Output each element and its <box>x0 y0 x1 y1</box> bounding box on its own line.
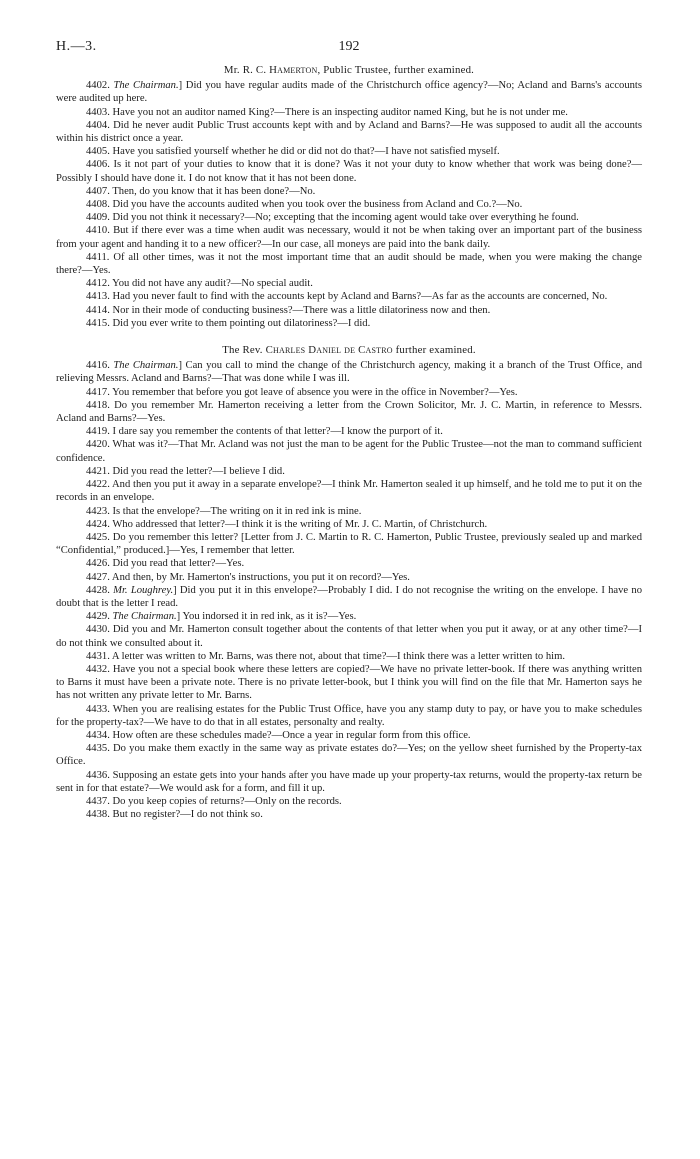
question-text: Supposing an estate gets into your hands after you have made up your property-tax returns, would the property-tax return be sent in for that estate?—We would ask for a form, and fill it up. <box>56 769 642 794</box>
question-number: 4413. <box>86 291 110 303</box>
question-text: Did you and Mr. Hamerton consult together about the contents of that letter when you put it away, or at any other time?—I do not think we consulted about it. <box>56 624 642 649</box>
question-number: 4402. <box>86 80 110 92</box>
question-text: Is that the envelope?—The writing on it in red ink is mine. <box>112 505 362 517</box>
speaker-name: The Chairman. <box>113 80 179 92</box>
question-paragraph <box>56 198 642 211</box>
page-number: 192 <box>338 39 360 54</box>
question-number: 4407. <box>86 185 110 197</box>
question-number: 4420. <box>86 439 110 451</box>
witness-title: The Rev. <box>222 344 266 357</box>
witness-description: , Public Trustee, further examined. <box>317 64 475 76</box>
question-number: 4429. <box>86 611 110 623</box>
question-paragraph <box>56 663 642 703</box>
question-number: 4411. <box>86 251 110 263</box>
question-number: 4427. <box>86 571 110 583</box>
question-number: 4436. <box>86 769 110 781</box>
question-text: ] Did you put it in this envelope?—Probably I did. I do not recognise the writing on the envelope. I have no doubt that is the letter I read. <box>56 584 642 609</box>
question-text: Have you not a special book where these letters are copied?—We have no private letter-book. If there was anything written to Barns it must have been a private note. There is no private letter-book, but I think you will find on the file that Mr. Hamerton says he has not written any private letter to Mr. Barns. <box>56 663 642 702</box>
question-number: 4426. <box>86 558 110 570</box>
question-number: 4414. <box>86 304 110 316</box>
question-paragraph <box>56 729 642 742</box>
question-text: Did you not think it necessary?—No; excepting that the incoming agent would take over everything he found. <box>112 212 579 224</box>
question-text: How often are these schedules made?—Once a year in regular form from this office. <box>112 729 471 741</box>
question-text: Have you not an auditor named King?—There is an inspecting auditor named King, but he is not under me. <box>112 106 568 118</box>
question-paragraph <box>56 185 642 198</box>
question-number: 4419. <box>86 426 110 438</box>
question-paragraph <box>56 808 642 821</box>
question-paragraph <box>56 438 642 464</box>
question-paragraph <box>56 317 642 330</box>
question-paragraph <box>56 119 642 145</box>
question-number: 4416. <box>86 360 110 372</box>
witness-heading <box>56 64 642 77</box>
question-paragraph <box>56 79 642 105</box>
question-number: 4433. <box>86 703 110 715</box>
question-number: 4422. <box>86 479 110 491</box>
question-number: 4425. <box>86 531 110 543</box>
question-text: But no register?—I do not think so. <box>112 809 263 821</box>
question-paragraph <box>56 399 642 425</box>
question-number: 4403. <box>86 106 110 118</box>
question-text: Do you make them exactly in the same way as private estates do?—Yes; on the yellow sheet furnished by the Property-tax Office. <box>56 743 642 768</box>
question-paragraph <box>56 158 642 184</box>
question-paragraph <box>56 505 642 518</box>
question-number: 4431. <box>86 650 110 662</box>
question-text: Did you ever write to them pointing out dilatoriness?—I did. <box>112 317 371 329</box>
question-number: 4405. <box>86 146 110 158</box>
question-text: When you are realising estates for the Public Trust Office, have you any stamp duty to pay, or have you to make schedules for the property-tax?—We have to do that in all estates, personalty and realty. <box>56 703 642 728</box>
question-text: Did he never audit Public Trust accounts kept with and by Acland and Barns?—He was supposed to audit all the accounts within his district once a year. <box>56 119 642 145</box>
question-paragraph <box>56 251 642 277</box>
question-number: 4434. <box>86 729 110 741</box>
paper-reference: H.—3. <box>56 39 97 54</box>
question-paragraph <box>56 610 642 623</box>
question-paragraph <box>56 623 642 649</box>
question-text: A letter was written to Mr. Barns, was there not, about that time?—I think there was a letter written to him. <box>111 650 565 662</box>
question-text: Do you remember this letter? [Letter from J. C. Martin to R. C. Hamerton, Public Trustee, previously sealed up and marked “Confidential,” produced.]—Yes, I remember that letter. <box>56 531 642 557</box>
question-paragraph <box>56 531 642 557</box>
question-number: 4430. <box>86 624 110 636</box>
question-paragraph <box>56 650 642 663</box>
witness-title: Mr. <box>223 64 243 76</box>
question-text: Nor in their mode of conducting business?—There was a little dilatoriness now and then. <box>112 304 491 316</box>
question-text: What was it?—That Mr. Acland was not just the man to be agent for the Public Trustee—not the man to command sufficient confidence. <box>56 439 642 464</box>
question-text: ] Can you call to mind the change of the Christchurch agency, making it a branch of the Trust Office, and relieving Messrs. Acland and Barns?—That was done while I was ill. <box>56 360 642 385</box>
question-text: Did you have the accounts audited when you took over the business from Acland and Co.?—No. <box>112 199 523 211</box>
question-number: 4435. <box>86 743 110 755</box>
question-paragraph <box>56 211 642 224</box>
question-number: 4412. <box>86 278 110 290</box>
question-text: Then, do you know that it has been done?—No. <box>112 185 316 197</box>
question-number: 4437. <box>86 795 110 807</box>
question-text: Is it not part of your duties to know that it is done? Was it not your duty to know whether that work was being done?—Possibly I should have done it. I do not know that it has not been done. <box>56 159 642 184</box>
speaker-name: The Chairman. <box>113 360 179 372</box>
question-paragraph <box>56 224 642 250</box>
question-text: Did you read the letter?—I believe I did. <box>112 465 285 477</box>
witness-description: further examined. <box>392 344 476 357</box>
question-paragraph <box>56 465 642 478</box>
question-number: 4428. <box>86 584 110 596</box>
question-number: 4408. <box>86 199 110 211</box>
question-text: Of all other times, was it not the most important time that an audit should be made, when you were making the change there?—Yes. <box>56 251 643 277</box>
question-text: Had you never fault to find with the accounts kept by Acland and Barns?—As far as the accounts are concerned, No. <box>112 291 608 303</box>
question-paragraph <box>56 145 642 158</box>
speaker-name: Mr. Loughrey. <box>113 584 174 596</box>
question-paragraph <box>56 425 642 438</box>
question-number: 4415. <box>86 317 110 329</box>
question-text: Do you keep copies of returns?—Only on the records. <box>112 795 342 807</box>
running-head <box>56 40 642 62</box>
question-paragraph <box>56 386 642 399</box>
question-paragraph <box>56 795 642 808</box>
question-paragraph <box>56 478 642 504</box>
question-paragraph <box>56 742 642 768</box>
question-number: 4404. <box>86 119 110 131</box>
question-number: 4418. <box>86 399 110 411</box>
question-text: You remember that before you got leave of absence you were in the office in November?—Yes. <box>112 386 518 398</box>
witness-name: Charles Daniel de Castro <box>265 344 393 357</box>
witness-heading <box>56 344 642 357</box>
question-text: And then you put it away in a separate envelope?—I think Mr. Hamerton sealed it up himself, and he told me to put it on the records in an envelope. <box>56 479 642 504</box>
question-number: 4421. <box>86 465 110 477</box>
question-number: 4432. <box>86 663 110 675</box>
question-paragraph <box>56 277 642 290</box>
question-number: 4438. <box>86 809 110 821</box>
question-text: I dare say you remember the contents of that letter?—I know the purport of it. <box>112 426 443 438</box>
witness-name: R. C. Hamerton <box>242 64 318 76</box>
document-body <box>56 64 642 821</box>
question-number: 4424. <box>86 518 110 530</box>
question-text: Do you remember Mr. Hamerton receiving a letter from the Crown Solicitor, Mr. J. C. Martin, in reference to Messrs. Acland and Barns?—Yes. <box>56 399 642 425</box>
question-paragraph <box>56 584 642 610</box>
question-number: 4409. <box>86 212 110 224</box>
question-number: 4423. <box>86 505 110 517</box>
question-text: ] You indorsed it in red ink, as it is?—Yes. <box>176 611 357 623</box>
question-paragraph <box>56 769 642 795</box>
question-paragraph <box>56 703 642 729</box>
question-text: Who addressed that letter?—I think it is the writing of Mr. J. C. Martin, of Christchurch. <box>112 518 488 530</box>
question-number: 4417. <box>86 386 110 398</box>
question-text: Did you read that letter?—Yes. <box>112 558 245 570</box>
question-number: 4406. <box>86 159 110 171</box>
question-paragraph <box>56 290 642 303</box>
question-paragraph <box>56 106 642 119</box>
speaker-name: The Chairman. <box>112 611 177 623</box>
question-text: You did not have any audit?—No special audit. <box>112 278 313 290</box>
question-text: But if there ever was a time when audit was necessary, would it not be when taking over an important part of the business from your agent and handing it to a new officer?—In our case, all moneys are paid into the bank daily. <box>56 225 642 250</box>
question-paragraph <box>56 557 642 570</box>
question-paragraph <box>56 571 642 584</box>
question-text: And then, by Mr. Hamerton's instructions, you put it on record?—Yes. <box>111 571 410 583</box>
question-text: ] Did you have regular audits made of the Christchurch office agency?—No; Acland and Barns's accounts were audited up here. <box>56 80 642 105</box>
question-text: Have you satisfied yourself whether he did or did not do that?—I have not satisfied myself. <box>112 146 500 158</box>
question-number: 4410. <box>86 225 110 237</box>
question-paragraph <box>56 518 642 531</box>
question-paragraph <box>56 359 642 385</box>
question-paragraph <box>56 304 642 317</box>
